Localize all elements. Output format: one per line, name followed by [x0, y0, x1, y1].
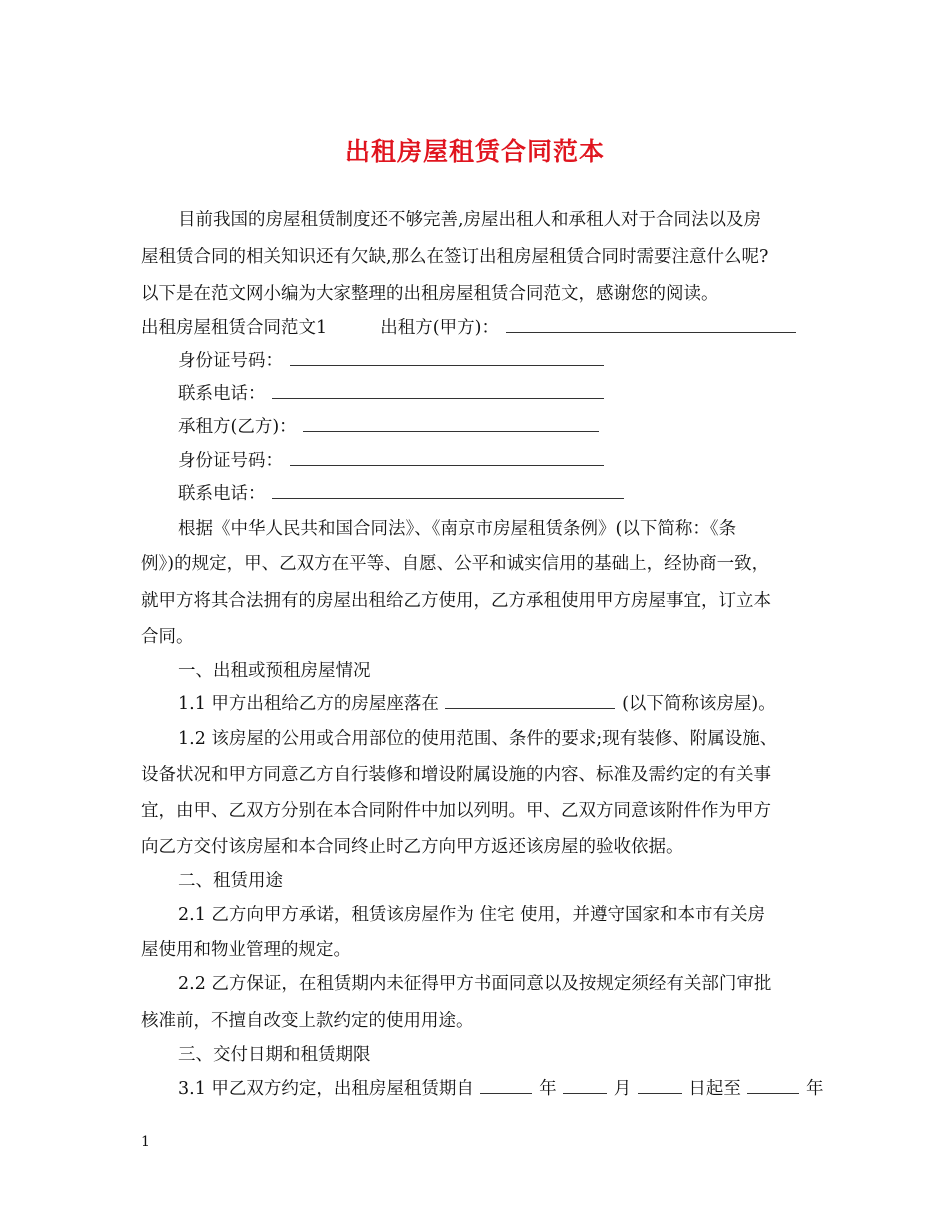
- clause-1-1-blank: [445, 692, 615, 709]
- clause-1-1: [178, 692, 776, 716]
- year-label: 年: [539, 1079, 557, 1099]
- basis-line-2: 例》)的规定，甲、乙双方在平等、自愿、公平和诚实信用的基础上，经协商一致，: [141, 554, 770, 574]
- party-a-phone-label: 联系电话：: [178, 384, 266, 404]
- clause-3-1-prefix: 3.1 甲乙双方约定，出租房屋租赁期自: [178, 1079, 474, 1099]
- party-b-label: 承租方(乙方)：: [178, 417, 297, 437]
- day-to-label: 日起至: [688, 1079, 741, 1099]
- party-b-id-row: [178, 449, 605, 473]
- party-a-id-blank: [290, 349, 604, 366]
- clause-1-1-suffix: (以下简称该房屋)。: [622, 694, 776, 714]
- start-year-blank: [480, 1077, 532, 1094]
- clause-2-1-line-2: 屋使用和物业管理的规定。: [141, 940, 351, 960]
- end-year-blank: [747, 1077, 799, 1094]
- section-1-heading: 一、出租或预租房屋情况: [178, 661, 371, 681]
- section-2-heading: 二、租赁用途: [178, 871, 283, 891]
- party-a-id-label: 身份证号码：: [178, 351, 283, 371]
- section-3-heading: 三、交付日期和租赁期限: [178, 1045, 371, 1065]
- clause-1-2-line-1: 1.2 该房屋的公用或合用部位的使用范围、条件的要求;现有装修、附属设施、: [178, 729, 778, 749]
- party-b-phone-label: 联系电话：: [178, 484, 266, 504]
- month-label: 月: [613, 1079, 632, 1099]
- party-a-blank: [506, 316, 796, 333]
- year-label-2: 年: [806, 1079, 824, 1099]
- start-month-blank: [563, 1077, 607, 1094]
- clause-3-1: [178, 1077, 824, 1101]
- party-b-phone-blank: [272, 482, 624, 499]
- basis-line-3: 就甲方将其合法拥有的房屋出租给乙方使用，乙方承租使用甲方房屋事宜，订立本: [141, 591, 771, 611]
- clause-2-1-line-1: 2.1 乙方向甲方承诺，租赁该房屋作为 住宅 使用，并遵守国家和本市有关房: [178, 905, 766, 925]
- clause-2-2-line-2: 核准前，不擅自改变上款约定的使用用途。: [141, 1011, 474, 1031]
- party-a-id-row: [178, 349, 605, 373]
- clause-2-2-line-1: 2.2 乙方保证，在租赁期内未征得甲方书面同意以及按规定须经有关部门审批: [178, 974, 772, 994]
- intro-line-1: 目前我国的房屋租赁制度还不够完善,房屋出租人和承租人对于合同法以及房: [178, 210, 762, 230]
- party-b-phone-row: [178, 482, 625, 506]
- party-a-label: 出租方(甲方)：: [380, 318, 499, 338]
- basis-line-1: 根据《中华人民共和国合同法》、《南京市房屋租赁条例》(以下简称：《条: [178, 519, 737, 539]
- party-b-id-label: 身份证号码：: [178, 451, 283, 471]
- document-title: 出租房屋租赁合同范本: [344, 137, 605, 166]
- party-b-blank: [303, 415, 599, 432]
- clause-1-1-prefix: 1.1 甲方出租给乙方的房屋座落在: [178, 694, 439, 714]
- party-b-row: [178, 415, 600, 439]
- sample-heading: 出租房屋租赁合同范文1: [141, 318, 328, 338]
- clause-1-2-line-3: 宜，由甲、乙双方分别在本合同附件中加以列明。甲、乙双方同意该附件作为甲方: [141, 801, 771, 821]
- intro-line-3: 以下是在范文网小编为大家整理的出租房屋租赁合同范文，感谢您的阅读。: [141, 284, 719, 304]
- start-day-blank: [638, 1077, 682, 1094]
- party-a-phone-blank: [272, 382, 604, 399]
- sample-heading-row: [141, 316, 797, 340]
- intro-line-2: 屋租赁合同的相关知识还有欠缺,那么在签订出租房屋租赁合同时需要注意什么呢?: [141, 247, 769, 267]
- party-a-phone-row: [178, 382, 605, 406]
- page-number: 1: [141, 1134, 150, 1150]
- clause-1-2-line-2: 设备状况和甲方同意乙方自行装修和增设附属设施的内容、标准及需约定的有关事: [141, 765, 771, 785]
- basis-line-4: 合同。: [141, 627, 194, 647]
- party-b-id-blank: [290, 449, 604, 466]
- clause-1-2-line-4: 向乙方交付该房屋和本合同终止时乙方向甲方返还该房屋的验收依据。: [141, 837, 684, 857]
